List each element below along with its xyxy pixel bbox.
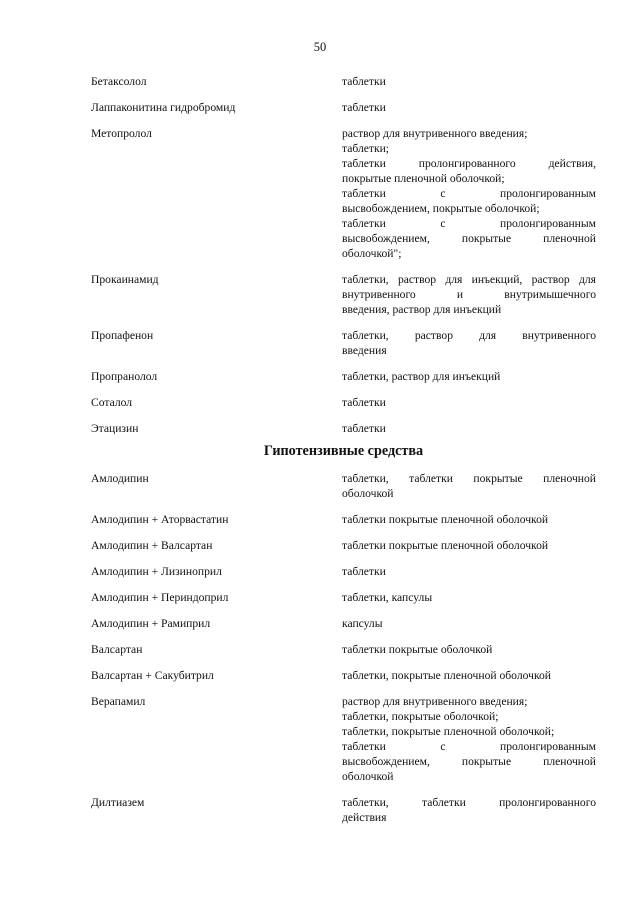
- form-line: таблетки, раствор для внутривенного: [342, 329, 596, 342]
- form-line: таблетки, покрытые пленочной оболочкой: [342, 669, 551, 682]
- form-line: таблетки: [342, 101, 386, 114]
- drug-name: Амлодипин: [91, 472, 149, 485]
- section-heading: Гипотензивные средства: [263, 443, 424, 459]
- dosage-forms: [342, 590, 596, 605]
- form-line: введения: [342, 344, 387, 357]
- page-number: 50: [313, 40, 327, 54]
- drug-name: Метопролол: [91, 127, 152, 140]
- form-line: таблетки, капсулы: [342, 591, 433, 604]
- dosage-forms: [342, 538, 596, 553]
- table-row: [91, 100, 596, 115]
- form-line: таблетки с пролонгированным: [342, 187, 596, 200]
- table-row: [91, 590, 596, 605]
- form-line: таблетки, раствор для инъекций, раствор для: [342, 273, 596, 286]
- drug-name: Валсартан + Сакубитрил: [91, 669, 214, 682]
- drug-name: Амлодипин + Валсартан: [91, 539, 213, 552]
- form-line: таблетки покрытые оболочкой: [342, 643, 493, 656]
- drug-name: Лаппаконитина гидробромид: [91, 101, 236, 114]
- dosage-forms: [342, 795, 596, 825]
- table-row: [91, 328, 596, 358]
- dosage-forms: [342, 694, 596, 784]
- drug-name: Амлодипин + Рамиприл: [91, 617, 211, 630]
- dosage-forms: [342, 668, 596, 683]
- table-row: [91, 369, 596, 384]
- form-line: таблетки пролонгированного действия,: [342, 157, 596, 170]
- table-row: [91, 564, 596, 579]
- drug-name: Амлодипин + Периндоприл: [91, 591, 229, 604]
- drug-name: Прокаинамид: [91, 273, 159, 286]
- drug-name: Амлодипин + Лизиноприл: [91, 565, 222, 578]
- dosage-forms: [342, 126, 596, 261]
- form-line: оболочкой: [342, 770, 394, 783]
- form-line: покрытые пленочной оболочкой;: [342, 172, 505, 185]
- table-row: [91, 668, 596, 683]
- form-line: таблетки, покрытые пленочной оболочкой;: [342, 725, 555, 738]
- dosage-forms: [342, 512, 596, 527]
- table-row: [91, 512, 596, 527]
- dosage-forms: [342, 328, 596, 358]
- form-line: оболочкой";: [342, 247, 402, 260]
- drug-name: Пропафенон: [91, 329, 154, 342]
- form-line: таблетки покрытые пленочной оболочкой: [342, 539, 549, 552]
- form-line: таблетки с пролонгированным: [342, 217, 596, 230]
- form-line: внутривенного и внутримышечного: [342, 288, 596, 301]
- form-line: раствор для внутривенного введения;: [342, 127, 528, 140]
- form-line: оболочкой: [342, 487, 394, 500]
- dosage-forms: [342, 395, 596, 410]
- dosage-forms: [342, 471, 596, 501]
- dosage-forms: [342, 74, 596, 89]
- dosage-forms: [342, 100, 596, 115]
- form-line: высвобождением, покрытые пленочной: [342, 755, 596, 768]
- drug-name: Этацизин: [91, 422, 139, 435]
- form-line: таблетки, таблетки пролонгированного: [342, 796, 596, 809]
- form-line: таблетки, таблетки покрытые пленочной: [342, 472, 596, 485]
- table-row: [91, 272, 596, 317]
- table-row: [91, 642, 596, 657]
- form-line: таблетки: [342, 396, 386, 409]
- table-row: [91, 421, 596, 436]
- form-line: таблетки;: [342, 142, 390, 155]
- table-row: [91, 616, 596, 631]
- form-line: таблетки, раствор для инъекций: [342, 370, 501, 383]
- dosage-forms: [342, 616, 596, 631]
- table-row: [91, 74, 596, 89]
- form-line: таблетки: [342, 75, 386, 88]
- form-line: капсулы: [342, 617, 383, 630]
- dosage-forms: [342, 272, 596, 317]
- form-line: действия: [342, 811, 387, 824]
- drug-name: Дилтиазем: [91, 796, 145, 809]
- drug-name: Пропранолол: [91, 370, 158, 383]
- dosage-forms: [342, 421, 596, 436]
- form-line: высвобождением, покрытые оболочкой;: [342, 202, 540, 215]
- dosage-forms: [342, 369, 596, 384]
- form-line: таблетки: [342, 422, 386, 435]
- table-row: [91, 694, 596, 784]
- dosage-forms: [342, 642, 596, 657]
- form-line: высвобождением, покрытые пленочной: [342, 232, 596, 245]
- form-line: введения, раствор для инъекций: [342, 303, 502, 316]
- form-line: таблетки с пролонгированным: [342, 740, 596, 753]
- dosage-forms: [342, 564, 596, 579]
- table-row: [91, 395, 596, 410]
- table-row: [91, 538, 596, 553]
- drug-name: Верапамил: [91, 695, 146, 708]
- table-row: [91, 471, 596, 501]
- drug-name: Бетаксолол: [91, 75, 147, 88]
- form-line: таблетки покрытые пленочной оболочкой: [342, 513, 549, 526]
- form-line: раствор для внутривенного введения;: [342, 695, 528, 708]
- drug-table: [91, 74, 596, 825]
- form-line: таблетки: [342, 565, 386, 578]
- form-line: таблетки, покрытые оболочкой;: [342, 710, 499, 723]
- drug-name: Амлодипин + Аторвастатин: [91, 513, 229, 526]
- table-row: [91, 795, 596, 825]
- table-row: [91, 126, 596, 261]
- drug-name: Валсартан: [91, 643, 143, 656]
- drug-name: Соталол: [91, 396, 133, 409]
